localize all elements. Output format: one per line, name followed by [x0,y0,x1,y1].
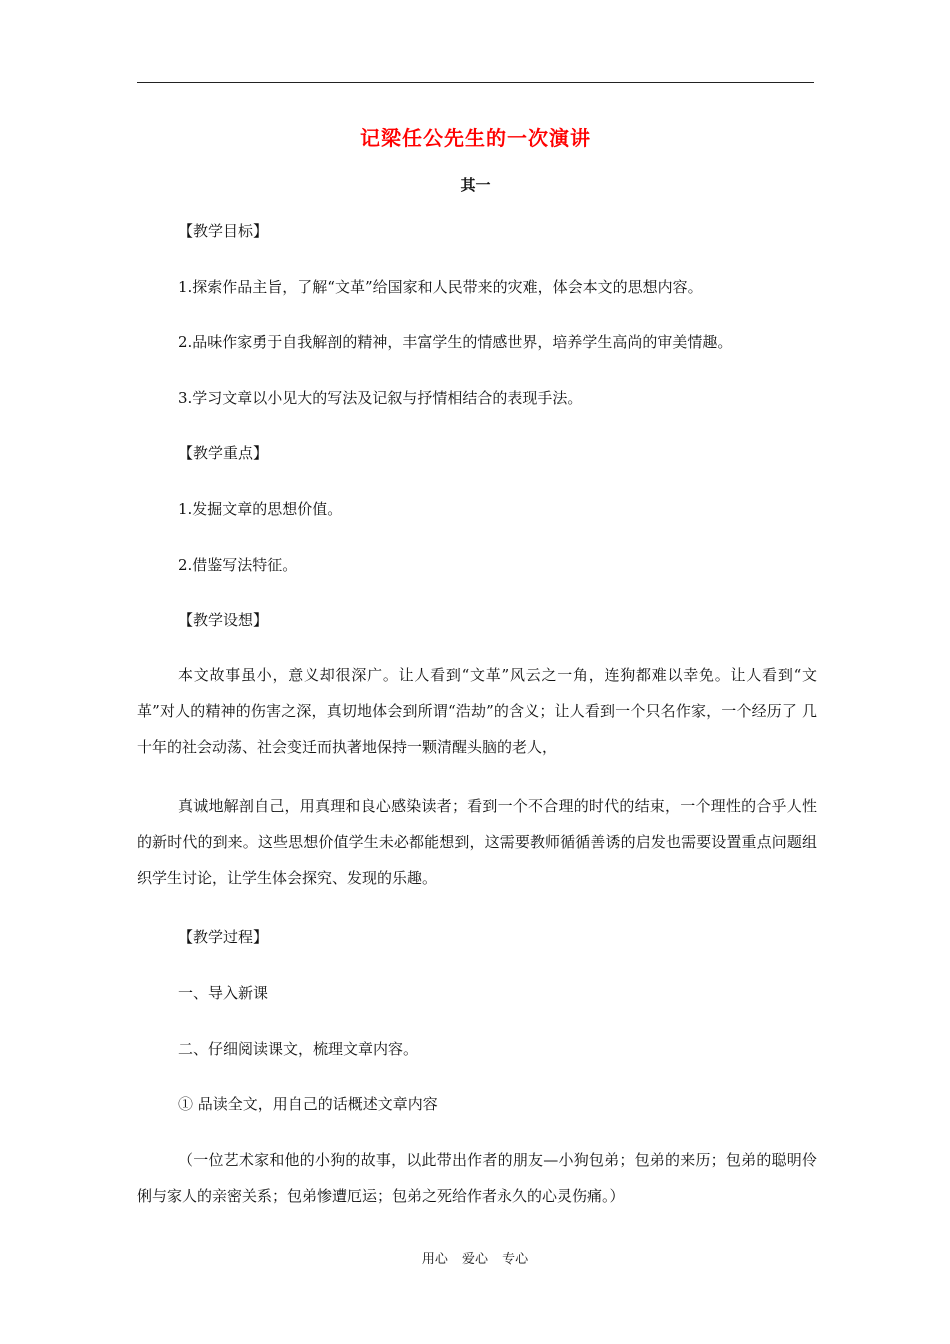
section-heading-goals: 【教学目标】 [178,222,269,240]
document-title: 记梁任公先生的一次演讲 [360,126,591,150]
section-heading-focus: 【教学重点】 [178,444,269,462]
document-subtitle: 其一 [460,176,491,194]
process-note: （一位艺术家和他的小狗的故事，以此带出作者的朋友—小狗包弟；包弟的来历；包弟的聪明伶俐与家人的亲密关系；包弟惨遭厄运；包弟之死给作者永久的心灵伤痛。） [137,1151,817,1205]
process-step: 二、仔细阅读课文，梳理文章内容。 [178,1040,419,1058]
process-step: 一、导入新课 [178,984,269,1002]
header-rule [137,82,814,83]
design-paragraph: 真诚地解剖自己，用真理和良心感染读者；看到一个不合理的时代的结束，一个理性的合乎人性的新时代的到来。这些思想价值学生未必都能想到，这需要教师循循善诱的启发也需要设置重点问题组织学生讨论，让学生体会探究、发现的乐趣。 [137,797,817,887]
section-heading-design: 【教学设想】 [178,611,269,629]
goal-item: 2.品味作家勇于自我解剖的精神，丰富学生的情感世界，培养学生高尚的审美情趣。 [178,333,733,351]
focus-item: 2.借鉴写法特征。 [178,556,298,574]
section-heading-process: 【教学过程】 [178,928,269,946]
design-paragraph: 本文故事虽小，意义却很深广。让人看到“文革”风云之一角，连狗都难以幸免。让人看到“文革”对人的精神的伤害之深，真切地体会到所谓“浩劫”的含义；让人看到一个只名作家，一个经历了 几十年的社会动荡、社会变迁而执著地保持一颗清醒头脑的老人， [137,666,817,756]
goal-item: 3.学习文章以小见大的写法及记叙与抒情相结合的表现手法。 [178,389,583,407]
page-footer: 用心 爱心 专心 [421,1252,529,1267]
focus-item: 1.发掘文章的思想价值。 [178,500,343,518]
process-step: ① 品读全文，用自己的话概述文章内容 [178,1095,438,1113]
goal-item: 1.探索作品主旨，了解“文革”给国家和人民带来的灾难，体会本文的思想内容。 [178,278,703,296]
